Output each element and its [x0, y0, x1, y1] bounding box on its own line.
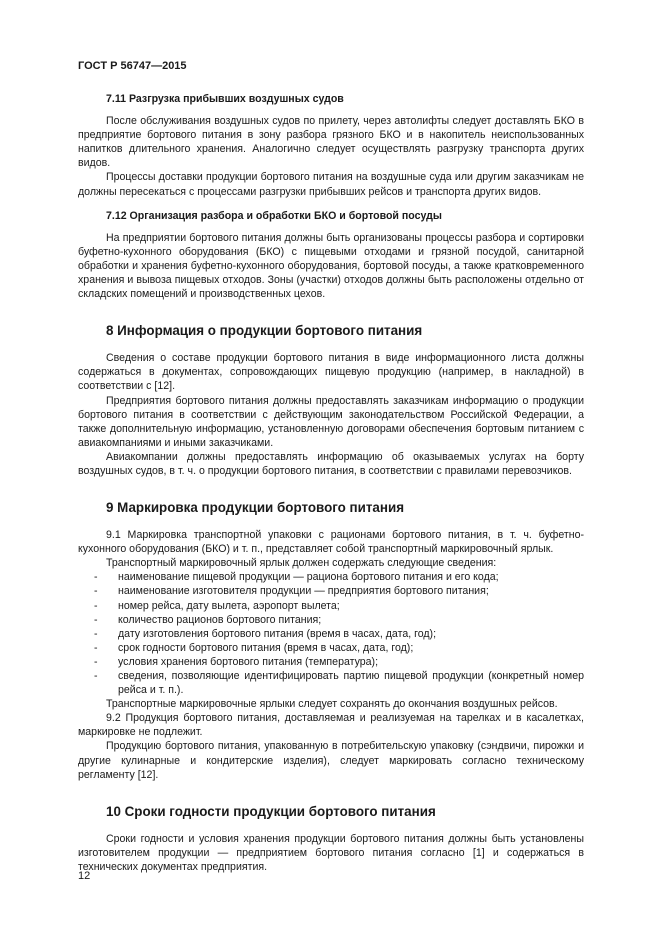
list-item: - наименование пищевой продукции — рациона бортового питания и его кода;: [94, 571, 499, 584]
document-body: [78, 92, 584, 874]
list-item: - сведения, позволяющие идентифицировать партию пищевой продукции (конкретный номер рейса и т. п.).: [94, 670, 584, 697]
subsection-title-7-12: 7.12 Организация разбора и обработки БКО и бортовой посуды: [106, 209, 442, 222]
paragraph: Сведения о составе продукции бортового питания в виде информационного листа должны содержаться в документах, сопровождающих пищевую продукцию (например, в накладной) в соответствии с [12].: [78, 352, 584, 393]
paragraph: 9.2 Продукция бортового питания, доставляемая и реализуемая на тарелках и в касалетках, маркировке не подлежит.: [78, 712, 584, 739]
list-item: - номер рейса, дату вылета, аэропорт вылета;: [94, 599, 340, 612]
paragraph: Авиакомпании должны предоставлять информацию об оказываемых услугах на борту воздушных судов, в т. ч. о продукции бортового питания, в соответствии с правилами перевозчиков.: [78, 450, 584, 477]
section-title-8: 8 Информация о продукции бортового питания: [106, 323, 423, 339]
paragraph: 9.1 Маркировка транспортной упаковки с рационами бортового питания, в т. ч. буфетно-кухонного оборудования (БКО) и т. п., представляет собой транспортный маркировочный ярлык.: [78, 529, 584, 556]
paragraph: Транспортный маркировочный ярлык должен содержать следующие сведения:: [106, 557, 497, 570]
paragraph: Предприятия бортового питания должны предоставлять заказчикам информацию о продукции бортового питания в соответствии с действующим законодательством Российской Федерации, а также дополнительную информацию, установленную договорами обеспечения бортовым питанием с авиакомпаниями и иными заказчиками.: [78, 394, 584, 449]
paragraph: Процессы доставки продукции бортового питания на воздушные суда или другим заказчикам не должны пересекаться с процессами разгрузки прибывших рейсов и транспорта других видов.: [78, 171, 584, 198]
paragraph: На предприятии бортового питания должны быть организованы процессы разбора и сортировки буфетно-кухонного оборудования (БКО) с пищевыми отходами и грязной посудой, санитарной обработки и хранения буфетно-кухонного оборудования, бортовой посуды, а также кратковременного хранения и вывоза пищевых отходов. Зоны (участки) отходов должны быть расположены отдельно от складских помещений и производственных цехов.: [78, 231, 584, 301]
section-title-9: 9 Маркировка продукции бортового питания: [106, 500, 405, 516]
list-item: - дату изготовления бортового питания (время в часах, дата, год);: [94, 627, 437, 640]
page-number: 12: [78, 870, 91, 882]
list-item: - условия хранения бортового питания (температура);: [94, 655, 379, 668]
paragraph: После обслуживания воздушных судов по прилету, через автолифты следует доставлять БКО в предприятие бортового питания в зону разбора грязного БКО и в накопитель неиспользованных напитков длительного хранения. Аналогично следует осуществлять разгрузку транспорта других видов.: [78, 115, 584, 170]
list-item: - количество рационов бортового питания;: [94, 613, 322, 626]
subsection-title-7-11: 7.11 Разгрузка прибывших воздушных судов: [106, 93, 344, 105]
section-title-10: 10 Сроки годности продукции бортового питания: [106, 803, 436, 819]
paragraph: Продукцию бортового питания, упакованную в потребительскую упаковку (сэндвичи, пирожки и другие кулинарные и кондитерские изделия), следует маркировать согласно техническому регламенту [12].: [78, 740, 584, 781]
list-item: - срок годности бортового питания (время в часах, дата, год);: [94, 641, 414, 654]
list-item: - наименование изготовителя продукции — предприятия бортового питания;: [94, 585, 489, 598]
document-header: ГОСТ Р 56747—2015: [78, 60, 187, 72]
paragraph: Транспортные маркировочные ярлыки следует сохранять до окончания воздушных рейсов.: [106, 698, 558, 711]
paragraph: Сроки годности и условия хранения продукции бортового питания должны быть установлены изготовителем продукции — предприятием бортового питания согласно [1] и содержаться в технических документах предприятия.: [78, 832, 584, 873]
